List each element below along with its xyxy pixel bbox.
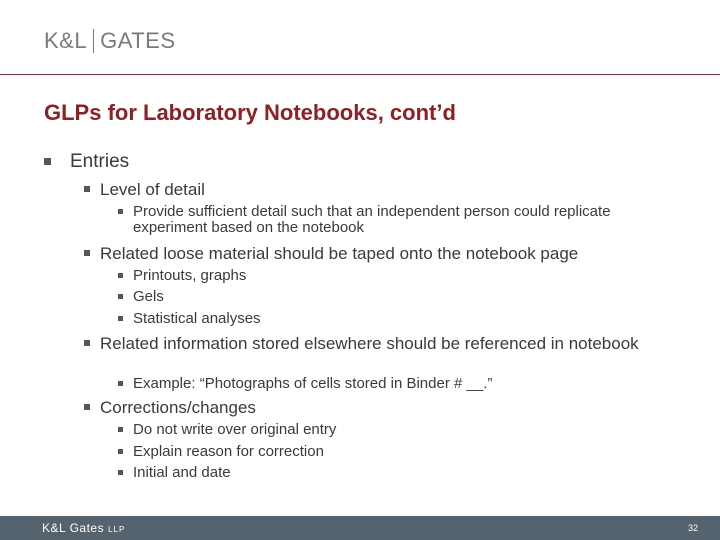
footer-logo: [42, 521, 125, 535]
bullet-square-icon: [118, 294, 123, 299]
bullet-corrections: Corrections/changes: [100, 398, 256, 417]
bullet-square-icon: [118, 427, 123, 432]
page-number: 32: [687, 523, 698, 533]
header-logo-right: GATES: [100, 28, 176, 53]
bullet-square-icon: [44, 158, 51, 165]
bullet-statistical: Statistical analyses: [133, 310, 261, 327]
bullet-gels: Gels: [133, 288, 164, 305]
bullet-initial-date: Initial and date: [133, 464, 231, 481]
bullet-related-info: Related information stored elsewhere should be referenced in notebook: [100, 334, 639, 353]
header-logo: [44, 28, 176, 54]
bullet-sufficient-detail: Provide sufficient detail such that an independent person could replicate experiment based on the notebook: [133, 203, 611, 236]
bullet-entries: Entries: [70, 151, 130, 172]
header-rule: [0, 74, 720, 75]
bullet-square-icon: [84, 340, 90, 346]
header-logo-left: K&L: [44, 28, 88, 53]
bullet-loose-material: Related loose material should be taped onto the notebook page: [100, 244, 579, 263]
bullet-square-icon: [118, 449, 123, 454]
bullet-square-icon: [118, 470, 123, 475]
bullet-example: Example: “Photographs of cells stored in Binder # __.”: [133, 375, 493, 392]
bullet-square-icon: [84, 186, 90, 192]
bullet-explain-reason: Explain reason for correction: [133, 443, 324, 460]
bullet-square-icon: [84, 250, 90, 256]
bullet-do-not-write: Do not write over original entry: [133, 421, 337, 438]
bullet-printouts: Printouts, graphs: [133, 267, 247, 284]
footer-logo-text: K&L Gates: [42, 521, 105, 535]
slide-title: GLPs for Laboratory Notebooks, cont’d: [44, 100, 456, 125]
bullet-square-icon: [118, 316, 123, 321]
bullet-square-icon: [84, 404, 90, 410]
bullet-level-of-detail: Level of detail: [100, 180, 205, 199]
bullet-square-icon: [118, 381, 123, 386]
footer-logo-suffix: LLP: [108, 525, 126, 534]
bullet-square-icon: [118, 273, 123, 278]
header-logo-divider: [93, 29, 94, 53]
bullet-square-icon: [118, 209, 123, 214]
footer-bar: [0, 516, 720, 540]
